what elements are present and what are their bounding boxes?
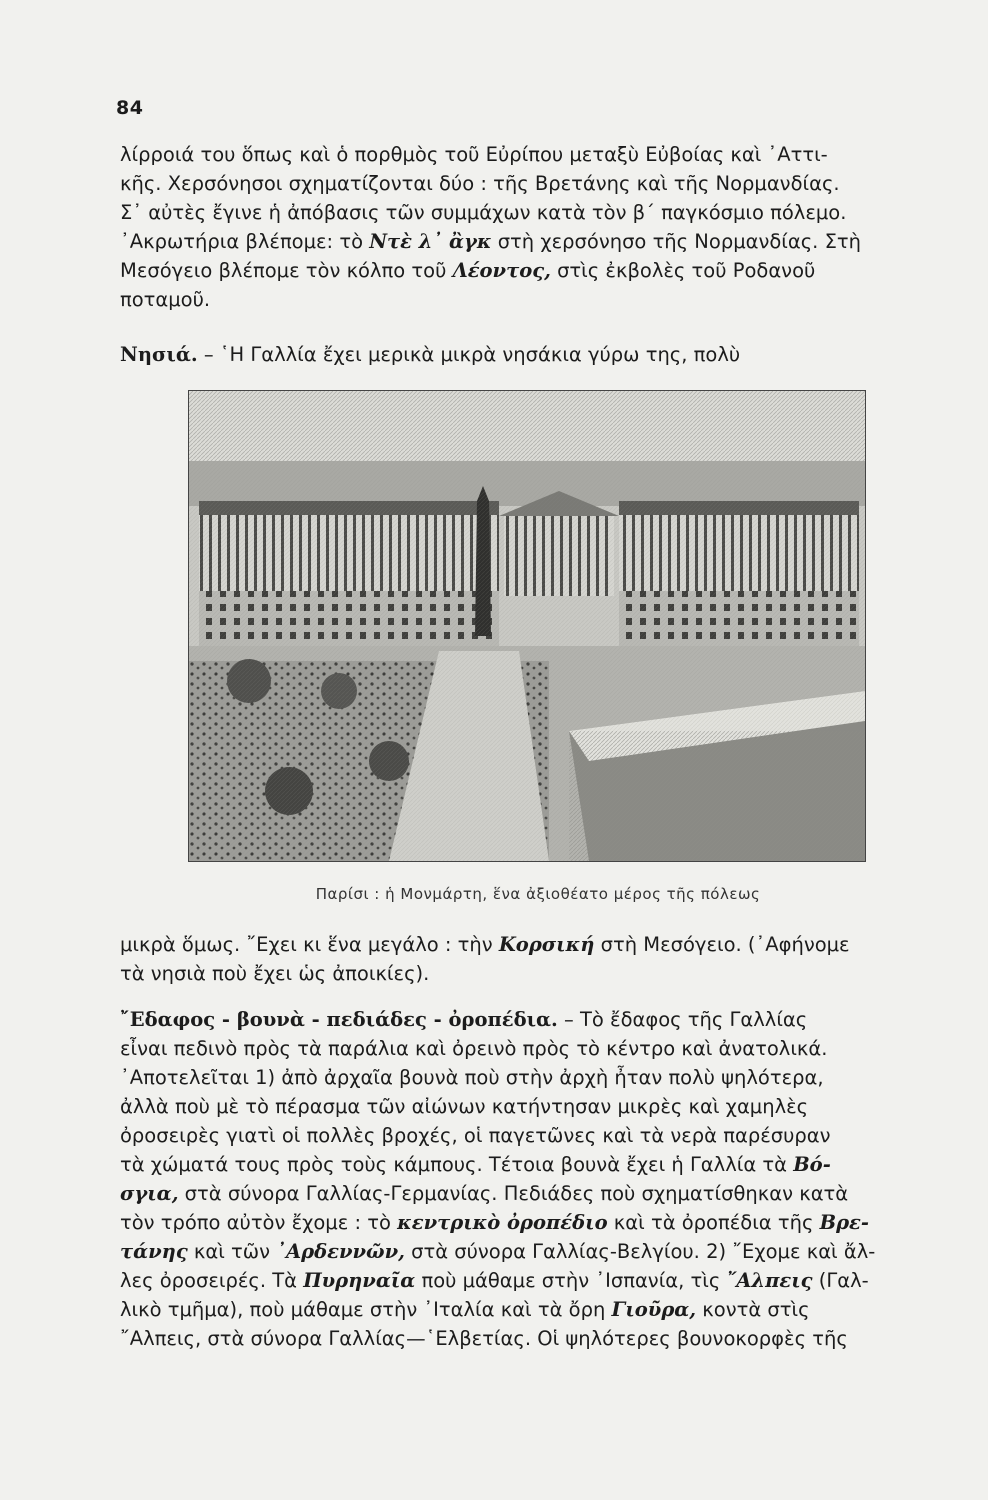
text-line — [120, 930, 956, 959]
text-span: ποὺ μάθαμε στὴν ᾿Ισπανία, τὶς — [415, 1269, 727, 1292]
text-span: – ῾Η Γαλλία ἔχει μερικὰ μικρὰ νησάκια γύρω της, πολὺ — [197, 343, 741, 366]
text-line — [120, 227, 956, 256]
text-span: στὰ σύνορα Γαλλίας-Γερμανίας. Πεδιάδες ποὺ σχηματίσθηκαν κατὰ — [178, 1182, 849, 1205]
emphasis-vosges: Βό- — [793, 1153, 831, 1176]
text-span: στὴ χερσόνησο τῆς Νορμανδίας. Στὴ — [491, 230, 862, 253]
text-span: καὶ τὰ ὀροπέδια τῆς — [607, 1211, 820, 1234]
photo-illustration — [189, 391, 865, 861]
section-heading-terrain: ῎Εδαφος - βουνὰ - πεδιάδες - ὀροπέδια. — [120, 1008, 558, 1031]
text-line — [120, 1005, 956, 1034]
page-number: 84 — [116, 97, 144, 119]
text-line — [120, 1179, 956, 1208]
text-span: στὴ Μεσόγειο. (᾿Αφήνομε — [594, 933, 850, 956]
text-line: ῎Αλπεις, στὰ σύνορα Γαλλίας—῾Ελβετίας. Οἱ ψηλότερες βουνοκορφὲς τῆς — [120, 1327, 848, 1350]
paragraph-coasts — [120, 140, 956, 314]
text-line: ἀλλὰ ποὺ μὲ τὸ πέρασμα τῶν αἰώνων κατήντησαν μικρὲς καὶ χαμηλὲς — [120, 1095, 809, 1118]
emphasis-central-plateau: κεντρικὸ ὀροπέδιο — [397, 1211, 608, 1234]
text-span: τὸν τρόπο αὐτὸν ἔχομε : τὸ — [120, 1211, 398, 1234]
paragraph-corsica — [120, 930, 956, 988]
text-span: Μεσόγειο βλέπομε τὸν κόλπο τοῦ — [120, 259, 453, 282]
emphasis-corsica: Κορσική — [498, 933, 595, 956]
text-line — [120, 340, 956, 369]
text-line — [120, 1150, 956, 1179]
emphasis-brittany: Βρε- — [819, 1211, 869, 1234]
text-line — [120, 1266, 956, 1295]
text-line: ποταμοῦ. — [120, 288, 211, 311]
emphasis-jura: Γιοῦρα, — [611, 1298, 697, 1321]
section-heading-islands: Νησιά. — [120, 343, 198, 366]
photo-paris-montmartre — [188, 390, 866, 862]
emphasis-gulf-of-lion: Λέοντος, — [452, 259, 551, 282]
text-line: τὰ νησιὰ ποὺ ἔχει ὡς ἀποικίες). — [120, 962, 430, 985]
text-line: λίρροιά του ὅπως καὶ ὁ πορθμὸς τοῦ Εὐρίπου μεταξὺ Εὐβοίας καὶ ᾿Αττι- — [120, 143, 828, 166]
text-line — [120, 256, 956, 285]
text-line — [120, 1208, 956, 1237]
text-span: στὶς ἐκβολὲς τοῦ Ροδανοῦ — [550, 259, 816, 282]
emphasis-ardennes: ᾿Αρδεννῶν, — [276, 1240, 405, 1263]
text-line — [120, 1237, 956, 1266]
paragraph-islands — [120, 340, 956, 369]
text-span: τὰ χώματά τους πρὸς τοὺς κάμπους. Τέτοια βουνὰ ἔχει ἡ Γαλλία τὰ — [120, 1153, 794, 1176]
text-line: εἶναι πεδινὸ πρὸς τὰ παράλια καὶ ὀρεινὸ πρὸς τὸ κέντρο καὶ ἀνατολικά. — [120, 1037, 828, 1060]
emphasis-pyrenees: Πυρηναῖα — [303, 1269, 416, 1292]
text-line: κῆς. Χερσόνησοι σχηματίζονται δύο : τῆς Βρετάνης καὶ τῆς Νορμανδίας. — [120, 172, 840, 195]
text-line: ὀροσειρὲς γιατὶ οἱ πολλὲς βροχές, οἱ παγετῶνες καὶ τὰ νερὰ παρέσυραν — [120, 1124, 831, 1147]
text-span: μικρὰ ὅμως. ῎Εχει κι ἕνα μεγάλο : τὴν — [120, 933, 499, 956]
paragraph-terrain — [120, 1005, 956, 1353]
emphasis-alps: ῎Αλπεις — [726, 1269, 813, 1292]
text-span: στὰ σύνορα Γαλλίας-Βελγίου. 2) ῎Εχομε καὶ ἄλ- — [404, 1240, 876, 1263]
text-span: ᾿Ακρωτήρια βλέπομε: τὸ — [120, 230, 370, 253]
text-span: – Τὸ ἔδαφος τῆς Γαλλίας — [557, 1008, 808, 1031]
text-line — [120, 1295, 956, 1324]
emphasis-cape-de-la-hague: Ντὲ λ᾿ ἂγκ — [369, 230, 492, 253]
photo-caption: Παρίσι : ἡ Μονμάρτη, ἕνα ἀξιοθέατο μέρος τῆς πόλεως — [315, 885, 761, 903]
text-span: λικὸ τμῆμα), ποὺ μάθαμε στὴν ᾿Ιταλία καὶ τὰ ὄρη — [120, 1298, 612, 1321]
text-span: λες ὀροσειρές. Τὰ — [120, 1269, 304, 1292]
emphasis-vosges-cont: σγια, — [120, 1182, 179, 1205]
text-span: κοντὰ στὶς — [696, 1298, 810, 1321]
text-line: Σ᾿ αὐτὲς ἔγινε ἡ ἀπόβασις τῶν συμμάχων κατὰ τὸν β΄ παγκόσμιο πόλεμο. — [120, 201, 847, 224]
text-span: καὶ τῶν — [187, 1240, 277, 1263]
emphasis-brittany-cont: τάνης — [120, 1240, 188, 1263]
text-span: (Γαλ- — [812, 1269, 869, 1292]
text-line: ᾿Αποτελεῖται 1) ἀπὸ ἀρχαῖα βουνὰ ποὺ στὴν ἀρχὴ ἦταν πολὺ ψηλότερα, — [120, 1066, 824, 1089]
